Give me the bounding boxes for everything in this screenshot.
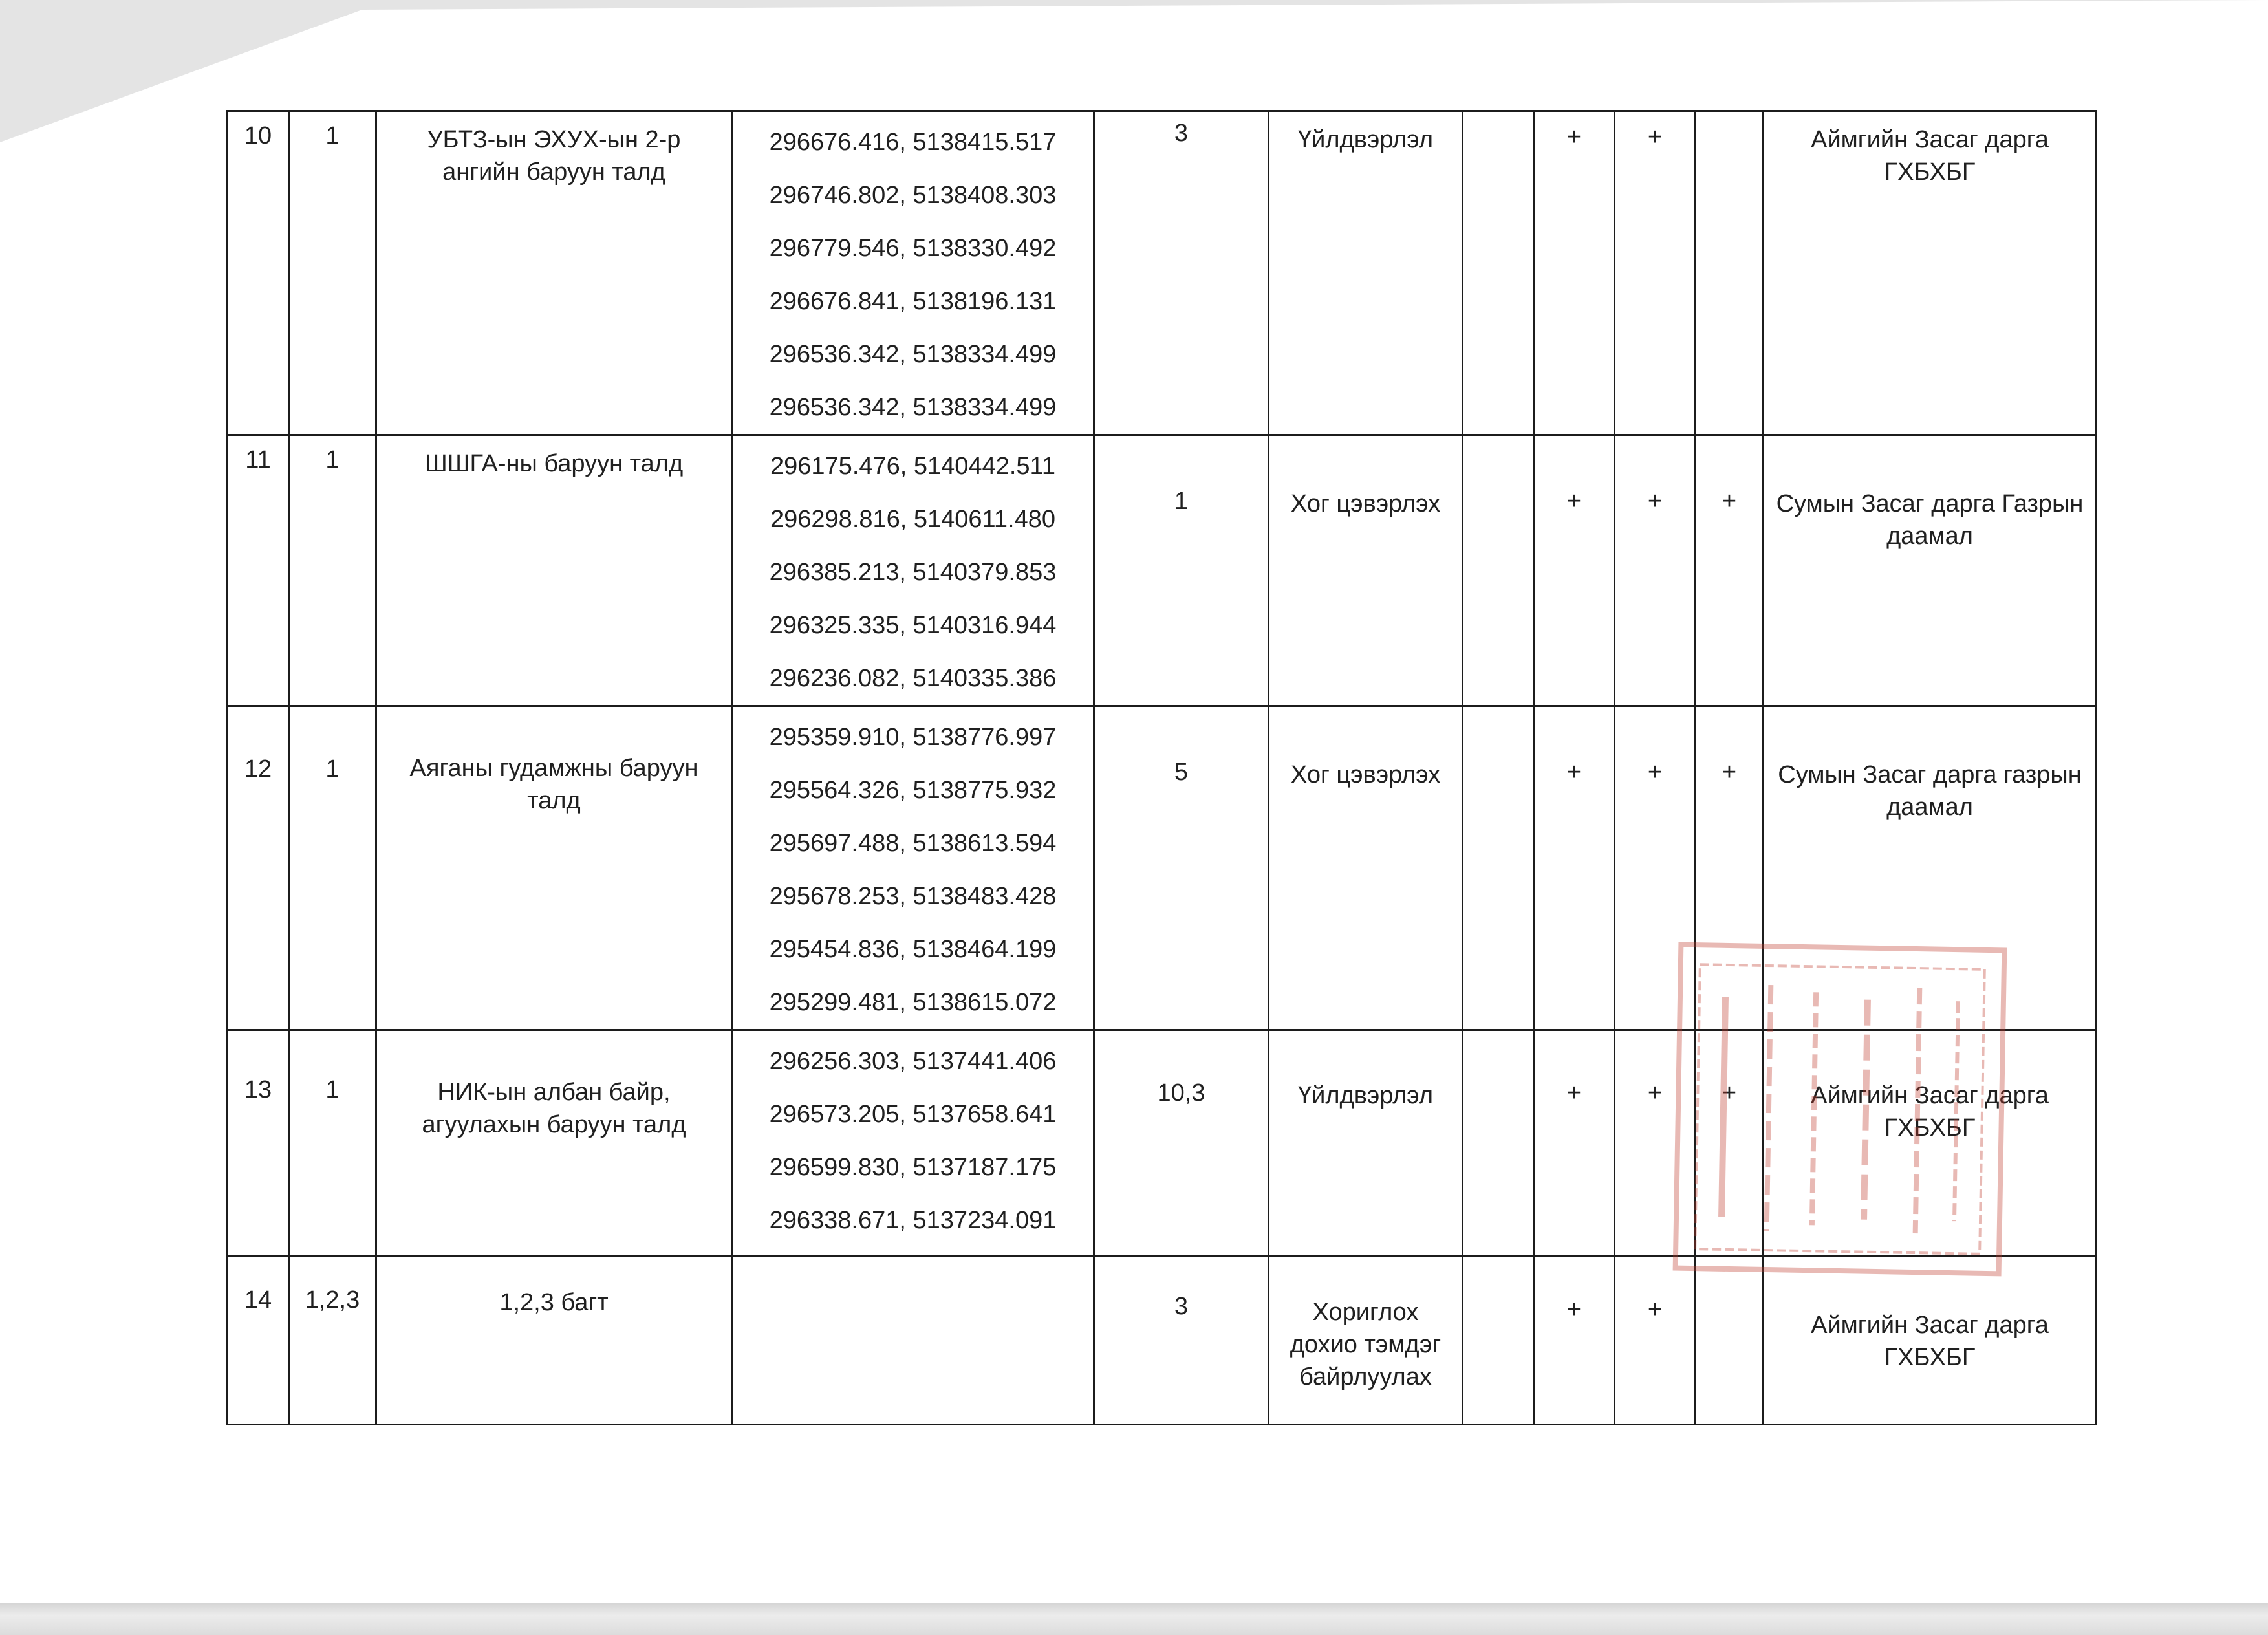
coordinate: 295359.910, 5138776.997 xyxy=(769,724,1057,751)
mark-cell: + xyxy=(1534,111,1615,435)
location-cell: Аяганы гудамжны баруун талд xyxy=(376,706,732,1030)
location-cell: УБТЗ-ын ЭХУХ-ын 2-р ангийн баруун талд xyxy=(376,111,732,435)
stamp-mark xyxy=(1954,1001,1958,1221)
coordinates-cell xyxy=(732,1030,1094,1257)
stamp-mark xyxy=(1916,988,1920,1233)
mark-cell: + xyxy=(1615,1257,1696,1425)
area-cell: 3 xyxy=(1094,1257,1269,1425)
coordinates-cell xyxy=(732,706,1094,1030)
coordinate: 296175.476, 5140442.511 xyxy=(770,453,1055,480)
activity-type-cell: Хог цэвэрлэх xyxy=(1269,435,1463,706)
area-cell: 5 xyxy=(1094,706,1269,1030)
coordinate: 296236.082, 5140335.386 xyxy=(769,665,1057,692)
coordinate: 295299.481, 5138615.072 xyxy=(769,989,1057,1016)
coordinate: 296599.830, 5137187.175 xyxy=(769,1154,1057,1181)
coordinate: 296338.671, 5137234.091 xyxy=(769,1207,1057,1234)
coordinate: 296256.303, 5137441.406 xyxy=(769,1048,1057,1075)
mark-cell xyxy=(1696,111,1764,435)
mark-cell: + xyxy=(1615,1030,1696,1257)
stamp-mark xyxy=(1722,997,1725,1217)
mark-cell: + xyxy=(1534,1030,1615,1257)
coordinate: 296385.213, 5140379.853 xyxy=(769,559,1057,586)
coordinate: 296325.335, 5140316.944 xyxy=(769,612,1057,639)
location-cell: 1,2,3 багт xyxy=(376,1257,732,1425)
coordinate: 296779.546, 5138330.492 xyxy=(769,235,1057,262)
coordinate: 296298.816, 5140611.480 xyxy=(770,506,1055,533)
activity-type-cell: Хог цэвэрлэх xyxy=(1269,706,1463,1030)
bag-number: 1 xyxy=(289,435,376,706)
coordinates-cell xyxy=(732,1257,1094,1425)
coordinate: 295454.836, 5138464.199 xyxy=(769,936,1057,963)
bag-number: 1,2,3 xyxy=(289,1257,376,1425)
stamp-mark xyxy=(1864,1000,1868,1220)
activity-type-cell: Үйлдвэрлэл xyxy=(1269,111,1463,435)
stamp-mark xyxy=(1812,992,1816,1225)
table-row xyxy=(228,1257,2097,1425)
area-cell: 1 xyxy=(1094,435,1269,706)
official-stamp xyxy=(1669,938,2011,1281)
coordinate: 296573.205, 5137658.641 xyxy=(769,1101,1057,1128)
mark-cell: + xyxy=(1696,706,1764,1030)
responsible-cell: Аймгийн Засаг дарга ГХБХБГ xyxy=(1764,111,2097,435)
mark-cell xyxy=(1463,706,1534,1030)
area-cell: 3 xyxy=(1094,111,1269,435)
activity-type-cell: Үйлдвэрлэл xyxy=(1269,1030,1463,1257)
coordinates-cell xyxy=(732,435,1094,706)
mark-cell: + xyxy=(1534,706,1615,1030)
activity-type-cell: Хориглох дохио тэмдэг байрлуулах xyxy=(1269,1257,1463,1425)
coordinate: 296536.342, 5138334.499 xyxy=(769,394,1057,421)
row-number: 12 xyxy=(228,706,289,1030)
responsible-cell: Аймгийн Засаг дарга ГХБХБГ xyxy=(1764,1030,2097,1257)
table-row xyxy=(228,435,2097,706)
mark-cell: + xyxy=(1696,435,1764,706)
coordinate: 295678.253, 5138483.428 xyxy=(769,883,1057,910)
responsible-cell: Сумын Засаг дарга газрын даамал xyxy=(1764,706,2097,1030)
mark-cell: + xyxy=(1534,1257,1615,1425)
mark-cell: + xyxy=(1615,435,1696,706)
mark-cell: + xyxy=(1615,706,1696,1030)
area-cell: 10,3 xyxy=(1094,1030,1269,1257)
mark-cell xyxy=(1696,1257,1764,1425)
coordinate: 296536.342, 5138334.499 xyxy=(769,341,1057,368)
bag-number: 1 xyxy=(289,111,376,435)
row-number: 11 xyxy=(228,435,289,706)
bag-number: 1 xyxy=(289,1030,376,1257)
mark-cell: + xyxy=(1696,1030,1764,1257)
stamp-mark xyxy=(1767,985,1771,1231)
coordinates-cell xyxy=(732,111,1094,435)
bag-number: 1 xyxy=(289,706,376,1030)
coordinate: 295697.488, 5138613.594 xyxy=(769,830,1057,857)
mark-cell xyxy=(1463,111,1534,435)
mark-cell xyxy=(1463,1030,1534,1257)
coordinate: 296746.802, 5138408.303 xyxy=(769,182,1057,209)
coordinate: 296676.841, 5138196.131 xyxy=(769,288,1057,315)
row-number: 14 xyxy=(228,1257,289,1425)
mark-cell: + xyxy=(1534,435,1615,706)
responsible-cell: Сумын Засаг дарга Газрын даамал xyxy=(1764,435,2097,706)
row-number: 13 xyxy=(228,1030,289,1257)
mark-cell xyxy=(1463,1257,1534,1425)
responsible-cell: Аймгийн Засаг дарга ГХБХБГ xyxy=(1764,1257,2097,1425)
coordinate: 296676.416, 5138415.517 xyxy=(769,129,1057,156)
table-row xyxy=(228,111,2097,435)
mark-cell: + xyxy=(1615,111,1696,435)
coordinate: 295564.326, 5138775.932 xyxy=(769,777,1057,804)
row-number: 10 xyxy=(228,111,289,435)
stamp-inner-frame xyxy=(1695,964,1985,1254)
mark-cell xyxy=(1463,435,1534,706)
location-cell: ШШГА-ны баруун талд xyxy=(376,435,732,706)
location-cell: НИК-ын албан байр, агуулахын баруун талд xyxy=(376,1030,732,1257)
page-stack-edge xyxy=(0,1603,2268,1635)
